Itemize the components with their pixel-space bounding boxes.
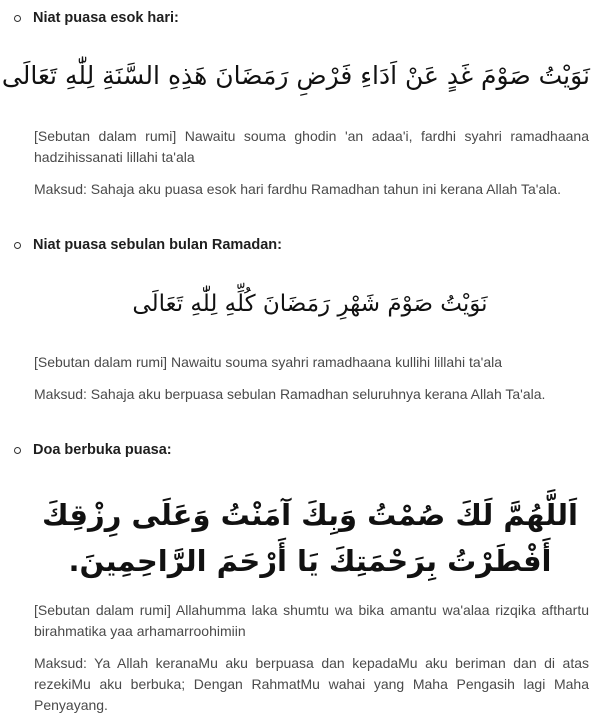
maksud-niat-esok: Maksud: Sahaja aku puasa esok hari fardhu Ramadhan tahun ini kerana Allah Ta'ala. <box>34 181 561 197</box>
arabic-niat-esok: نَوَيْتُ صَوْمَ غَدٍ عَنْ اَدَاءِ فَرْضِ رَمَضَانَ هَذِهِ السَّنَةِ لِلّٰهِ تَعَالَى <box>1 61 590 90</box>
rumi-doa-berbuka: [Sebutan dalam rumi] Allahumma laka shumtu wa bika amantu wa'alaa rizqika afthartu birahmatika yaa arhamarroohimiin <box>34 602 589 639</box>
section-heading-doa-berbuka <box>14 442 172 458</box>
maksud-doa-berbuka: Maksud: Ya Allah keranaMu aku berpuasa dan kepadaMu aku beriman dan di atas rezekiMu aku berbuka; Dengan RahmatMu wahai yang Maha Pengasih lagi Maha Penyayang. <box>34 655 589 713</box>
arabic-niat-sebulan: نَوَيْتُ صَوْمَ شَهْرِ رَمَضَانَ كُلِّهِ لِلّٰهِ تَعَالَى <box>132 291 488 317</box>
section-heading-niat-esok <box>14 10 179 26</box>
maksud-niat-sebulan: Maksud: Sahaja aku berpuasa sebulan Ramadhan seluruhnya kerana Allah Ta'ala. <box>34 386 546 402</box>
arabic-doa-line-2: أَفْطَرْتُ بِرَحْمَتِكَ يَا أَرْحَمَ الرَّاحِمِينَ. <box>68 544 552 578</box>
heading-text: Doa berbuka puasa: <box>33 442 172 458</box>
bullet-circle-icon <box>14 242 21 249</box>
rumi-niat-esok: [Sebutan dalam rumi] Nawaitu souma ghodin 'an adaa'i, fardhi syahri ramadhaana hadzihissanati lillahi ta'ala <box>34 128 589 165</box>
arabic-doa-line-1: اَللَّهُمَّ لَكَ صُمْتُ وَبِكَ آمَنْتُ وَعَلَى رِزْقِكَ <box>42 498 578 532</box>
heading-text: Niat puasa sebulan bulan Ramadan: <box>33 237 282 253</box>
section-heading-niat-sebulan <box>14 237 282 253</box>
rumi-niat-sebulan: [Sebutan dalam rumi] Nawaitu souma syahri ramadhaana kullihi lillahi ta'ala <box>34 354 503 370</box>
bullet-circle-icon <box>14 447 21 454</box>
heading-text: Niat puasa esok hari: <box>33 10 179 26</box>
bullet-circle-icon <box>14 15 21 22</box>
